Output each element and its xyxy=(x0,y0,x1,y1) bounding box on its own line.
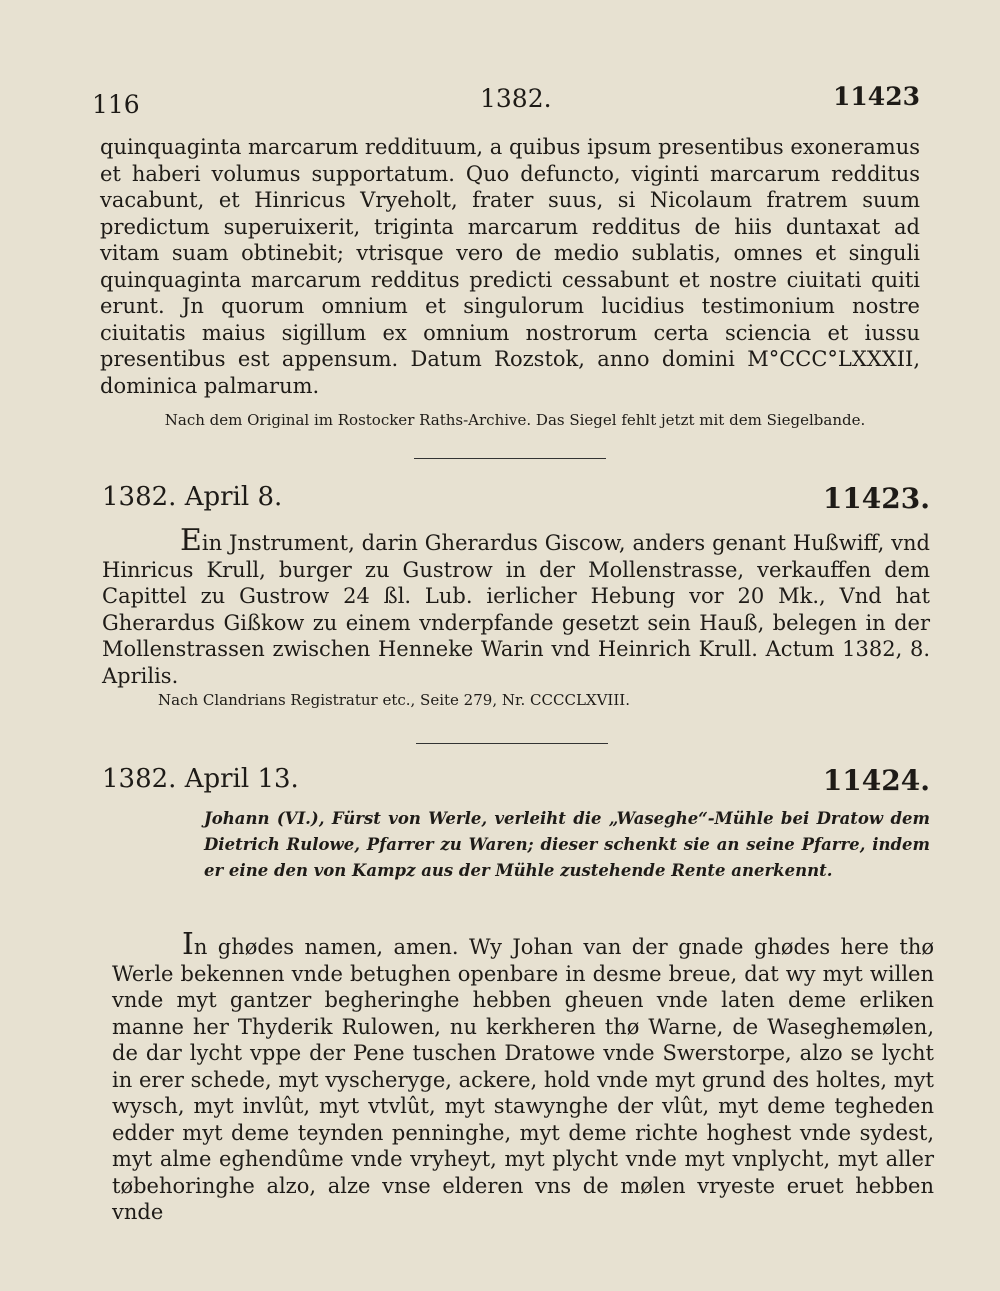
entry-number: 11423. xyxy=(822,482,930,515)
entry-body-text: in Jnstrument, darin Gherardus Giscow, anders genant Hußwiff, vnd Hinricus Krull, burger zu Gustrow in der Mollenstrasse, verkauffen dem Capittel zu Gustrow 24 ßl. Lub. ierlicher Hebung vor 20 Mk., Vnd hat Gherardus Gißkow zu einem vnderpfande gesetzt sein Hauß, belegen in der Mollenstrassen zwischen Henneke Warin vnd Heinrich Krull. Actum 1382, 8. Aprilis. xyxy=(102,531,930,688)
entry-11423-text xyxy=(102,523,930,689)
source-note: Nach Clandrians Registratur etc., Seite 279, Nr. CCCCLXVIII. xyxy=(158,691,630,709)
entry-11423-source xyxy=(102,690,930,710)
initial-letter: E xyxy=(180,523,202,558)
running-document-number: 11423 xyxy=(833,82,920,111)
section-divider xyxy=(416,743,608,744)
continued-charter-text xyxy=(100,134,920,399)
entry-11423-heading xyxy=(102,482,930,518)
entry-11424-heading xyxy=(102,764,930,800)
entry-11424-summary xyxy=(204,806,930,884)
page-header xyxy=(92,82,920,122)
entry-11424-text xyxy=(112,927,934,1226)
running-year: 1382. xyxy=(480,84,552,113)
source-note: Nach dem Original im Rostocker Raths-Archive. Das Siegel fehlt jetzt mit dem Siegelbande. xyxy=(164,411,866,429)
regest-summary: Johann (VI.), Fürst von Werle, verleiht die „Waseghe“-Mühle bei Dratow dem Dietrich Rulowe, Pfarrer zu Waren; dieser schenkt sie an seine Pfarre, indem er eine den von Kampz aus der Mühle zustehende Rente anerkennt. xyxy=(204,809,930,880)
page-number: 116 xyxy=(92,90,140,119)
continued-text-source xyxy=(110,410,920,430)
entry-body-text: n ghødes namen, amen. Wy Johan van der gnade ghødes here thø Werle bekennen vnde betughen openbare in desme breue, dat wy myt willen vnde myt gantzer begheringhe hebben gheuen vnde laten deme erliken manne her Thyderik Rulowen, nu kerkheren thø Warne, de Waseghemølen, de dar lycht vppe der Pene tuschen Dratowe vnde Swerstorpe, alzo se lycht in erer schede, myt vyscheryge, ackere, hold vnde myt grund des holtes, myt wysch, myt invlût, myt vtvlût, myt stawynghe der vlût, myt deme tegheden edder myt deme teynden penninghe, myt deme richte hoghest vnde sydest, myt alme eghendûme vnde vryheyt, myt plycht vnde myt vnplycht, myt aller tøbehoringhe alzo, alze vnse elderen vns de mølen vryeste eruet hebben vnde xyxy=(112,935,934,1224)
initial-letter: I xyxy=(182,927,194,962)
section-divider xyxy=(414,458,606,459)
entry-body xyxy=(112,927,934,1226)
entry-body xyxy=(102,523,930,689)
entry-date: 1382. April 13. xyxy=(102,764,299,794)
entry-number: 11424. xyxy=(822,764,930,797)
continued-text-body: quinquaginta marcarum reddituum, a quibus ipsum presentibus exoneramus et haberi volumus supportatum. Quo defuncto, viginti marcarum redditus vacabunt, et Hinricus Vryeholt, frater suus, si Nicolaum fratrem suum predictum superuixerit, triginta marcarum redditus de hiis duntaxat ad vitam suam obtinebit; vtrisque vero de medio sublatis, omnes et singuli quinquaginta marcarum redditus predicti cessabunt et nostre ciuitati quiti erunt. Jn quorum omnium et singulorum lucidius testimonium nostre ciuitatis maius sigillum ex omnium nostrorum certa sciencia et iussu presentibus est appensum. Datum Rozstok, anno domini M°CCC°LXXXII, dominica palmarum. xyxy=(100,135,920,398)
entry-date: 1382. April 8. xyxy=(102,482,283,512)
